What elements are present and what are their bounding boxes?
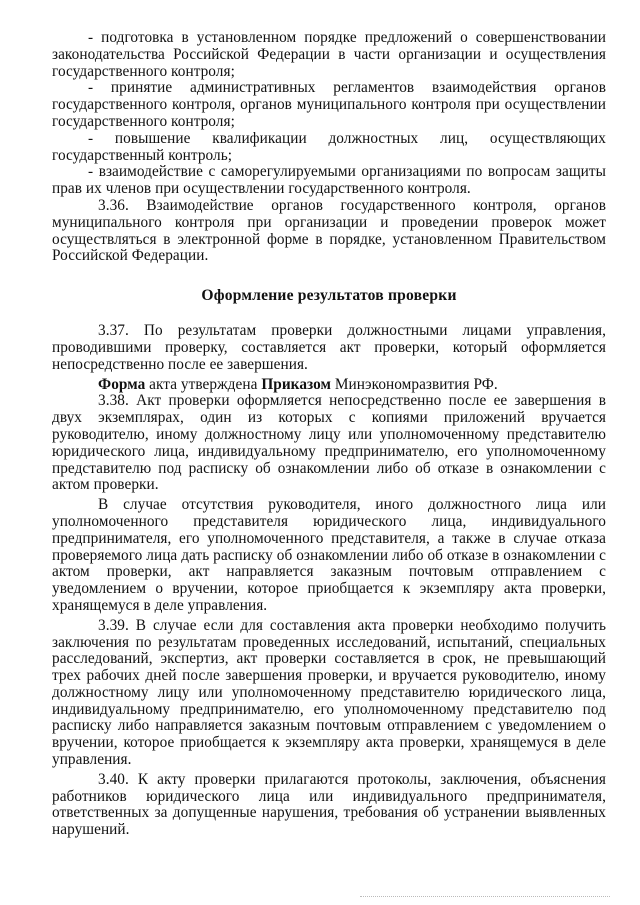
form-line-tail: Минэкономразвития РФ. [331, 375, 498, 393]
paragraph-3-39: 3.39. В случае если для составления акта проверки необходимо получить заключения по результатам проведенных исследований, испытаний, специальных расследований, экспертиз, акт проверки составляется в срок, не превышающий трех рабочих дней после завершения проверки, и вручается руководителю, иному должностному лицу или уполномоченному представителю юридического лица, индивидуальному предпринимателю, его уполномоченному представителю под расписку либо направляется заказным почтовым отправлением с уведомлением о вручении, которое приобщается к экземпляру акта проверки, хранящемуся в деле управления. [52, 616, 606, 769]
form-word: Форма [98, 375, 146, 393]
paragraph-sro-interaction: - взаимодействие с саморегулируемыми организациями по вопросам защиты прав их членов при осуществлении государственного контроля. [52, 163, 606, 198]
paragraph-proposals: - подготовка в установленном порядке предложений о совершенствовании законодательства Российской Федерации в части организации и осуществления государственного контроля; [52, 29, 606, 80]
paragraph-absence-case: В случае отсутствия руководителя, иного должностного лица или уполномоченного представителя юридического лица, индивидуального предпринимателя, его уполномоченного представителя, а также в случае отказа проверяемого лица дать расписку об ознакомлении либо об отказе в ознакомлении с актом проверки, акт направляется заказным почтовым отправлением с уведомлением о вручении, которое приобщается к экземпляру акта проверки, хранящемуся в деле управления. [52, 496, 606, 614]
paragraph-form-line [52, 377, 606, 394]
order-word: Приказом [261, 375, 331, 393]
paragraph-3-37: 3.37. По результатам проверки должностными лицами управления, проводившими проверку, составляется акт проверки, который оформляется непосредственно после ее завершения. [52, 322, 606, 373]
scan-artifact-line [360, 895, 610, 897]
paragraph-3-40: 3.40. К акту проверки прилагаются протоколы, заключения, объяснения работников юридического лица или индивидуального предпринимателя, ответственных за допущенные нарушения, требования об устранении выявленных нарушений. [52, 770, 606, 839]
form-line-mid: акта утверждена [145, 375, 262, 393]
paragraph-regulations: - принятие административных регламентов взаимодействия органов государственного контроля, органов муниципального контроля при осуществлении государственного контроля; [52, 79, 606, 130]
paragraph-3-36: 3.36. Взаимодействие органов государственного контроля, органов муниципального контроля при организации и проведении проверок может осуществляться в электронной форме в порядке, установленном Правительством Российской Федерации. [52, 196, 606, 265]
section-title: Оформление результатов проверки [201, 287, 457, 305]
paragraph-qualification: - повышение квалификации должностных лиц, осуществляющих государственный контроль; [52, 129, 606, 164]
paragraph-3-38: 3.38. Акт проверки оформляется непосредственно после ее завершения в двух экземплярах, один из которых с копиями приложений вручается руководителю, иному должностному лицу или уполномоченному представителю юридического лица, индивидуальному предпринимателю, его уполномоченному представителю под расписку об ознакомлении либо об отказе в ознакомлении с актом проверки. [52, 392, 606, 494]
